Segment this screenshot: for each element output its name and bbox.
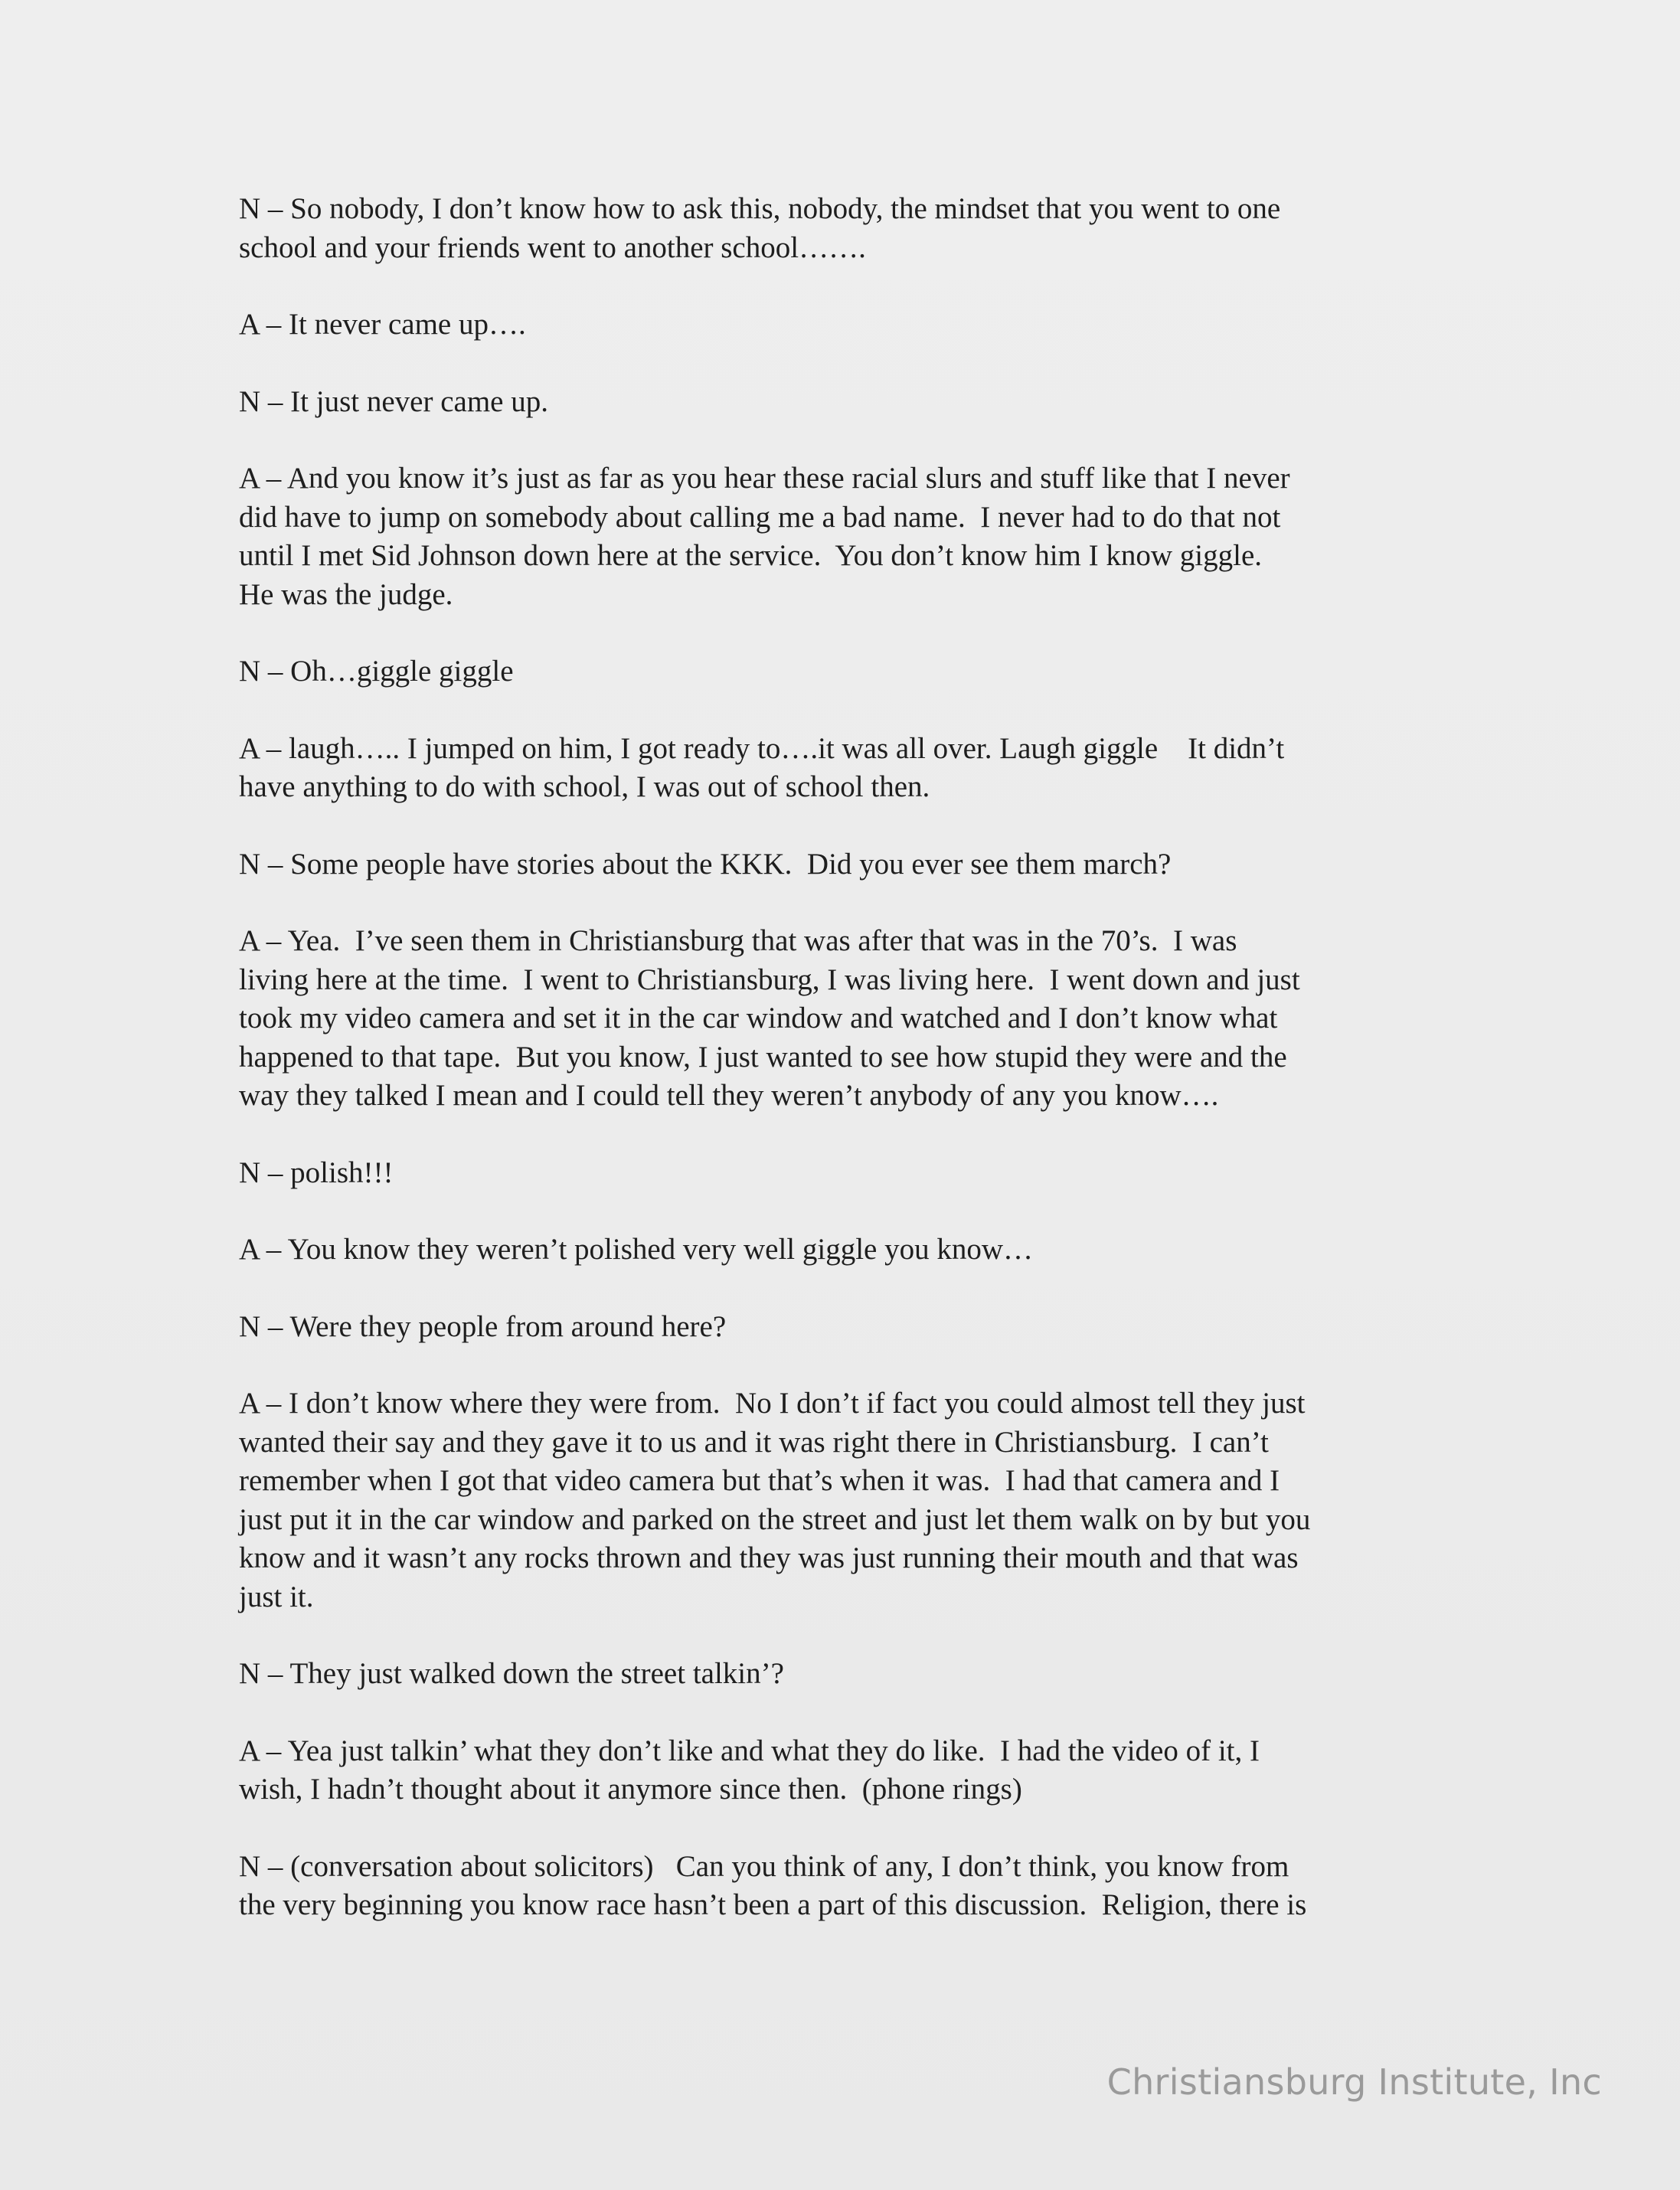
respondent-paragraph: [239, 1732, 1464, 1809]
transcript-line: N – Oh…giggle giggle: [239, 655, 514, 688]
transcript-line: A – It never came up….: [239, 308, 526, 341]
respondent-paragraph: [239, 459, 1464, 614]
transcript-body: [239, 190, 1464, 1963]
transcript-line: happened to that tape. But you know, I just wanted to see how stupid they were and the: [239, 1040, 1287, 1074]
interviewer-paragraph: [239, 845, 1464, 884]
respondent-paragraph: [239, 730, 1464, 807]
transcript-line: just it.: [239, 1580, 314, 1613]
transcript-line: way they talked I mean and I could tell they weren’t anybody of any you know….: [239, 1079, 1219, 1112]
transcript-line: took my video camera and set it in the car window and watched and I don’t know what: [239, 1002, 1278, 1035]
transcript-line: know and it wasn’t any rocks thrown and they was just running their mouth and that was: [239, 1541, 1299, 1574]
transcript-line: A – And you know it’s just as far as you hear these racial slurs and stuff like that I never: [239, 462, 1290, 495]
interviewer-paragraph: [239, 383, 1464, 422]
transcript-line: remember when I got that video camera but that’s when it was. I had that camera and I: [239, 1464, 1280, 1497]
transcript-line: A – Yea just talkin’ what they don’t like and what they do like. I had the video of it, I: [239, 1734, 1260, 1767]
respondent-paragraph: [239, 1384, 1464, 1616]
transcript-line: A – You know they weren’t polished very well giggle you know…: [239, 1233, 1034, 1266]
transcript-line: N – Some people have stories about the KKK. Did you ever see them march?: [239, 847, 1172, 881]
interviewer-paragraph: [239, 1154, 1464, 1193]
transcript-line: wish, I hadn’t thought about it anymore since then. (phone rings): [239, 1773, 1022, 1806]
transcript-line: wanted their say and they gave it to us and it was right there in Christiansburg. I can’t: [239, 1425, 1269, 1459]
transcript-line: A – laugh….. I jumped on him, I got ready to….it was all over. Laugh giggle It didn’t: [239, 731, 1285, 765]
transcript-line: have anything to do with school, I was out of school then.: [239, 770, 930, 803]
transcript-line: N – (conversation about solicitors) Can you think of any, I don’t think, you know from: [239, 1849, 1289, 1883]
interviewer-paragraph: [239, 1848, 1464, 1925]
transcript-line: A – Yea. I’ve seen them in Christiansburg that was after that was in the 70’s. I was: [239, 924, 1237, 957]
transcript-line: did have to jump on somebody about calling me a bad name. I never had to do that not: [239, 500, 1281, 534]
transcript-line: the very beginning you know race hasn’t been a part of this discussion. Religion, there is: [239, 1888, 1307, 1921]
transcript-line: school and your friends went to another school…….: [239, 230, 866, 264]
transcript-line: living here at the time. I went to Christiansburg, I was living here. I went down and just: [239, 963, 1300, 996]
interviewer-paragraph: [239, 190, 1464, 267]
interviewer-paragraph: [239, 1655, 1464, 1694]
respondent-paragraph: [239, 1231, 1464, 1270]
transcript-line: N – polish!!!: [239, 1155, 394, 1189]
transcript-line: A – I don’t know where they were from. No I don’t if fact you could almost tell they just: [239, 1387, 1306, 1420]
transcript-line: N – Were they people from around here?: [239, 1309, 727, 1343]
transcript-line: N – So nobody, I don’t know how to ask this, nobody, the mindset that you went to one: [239, 192, 1281, 225]
transcript-line: N – It just never came up.: [239, 384, 548, 418]
respondent-paragraph: [239, 306, 1464, 345]
watermark: Christiansburg Institute, Inc: [1106, 2061, 1602, 2103]
transcript-line: just put it in the car window and parked on the street and just let them walk on by but you: [239, 1502, 1311, 1536]
interviewer-paragraph: [239, 652, 1464, 691]
transcript-line: until I met Sid Johnson down here at the service. You don’t know him I know giggle.: [239, 539, 1262, 572]
transcript-line: N – They just walked down the street talkin’?: [239, 1657, 784, 1690]
transcript-line: He was the judge.: [239, 577, 453, 611]
interviewer-paragraph: [239, 1308, 1464, 1347]
respondent-paragraph: [239, 922, 1464, 1116]
